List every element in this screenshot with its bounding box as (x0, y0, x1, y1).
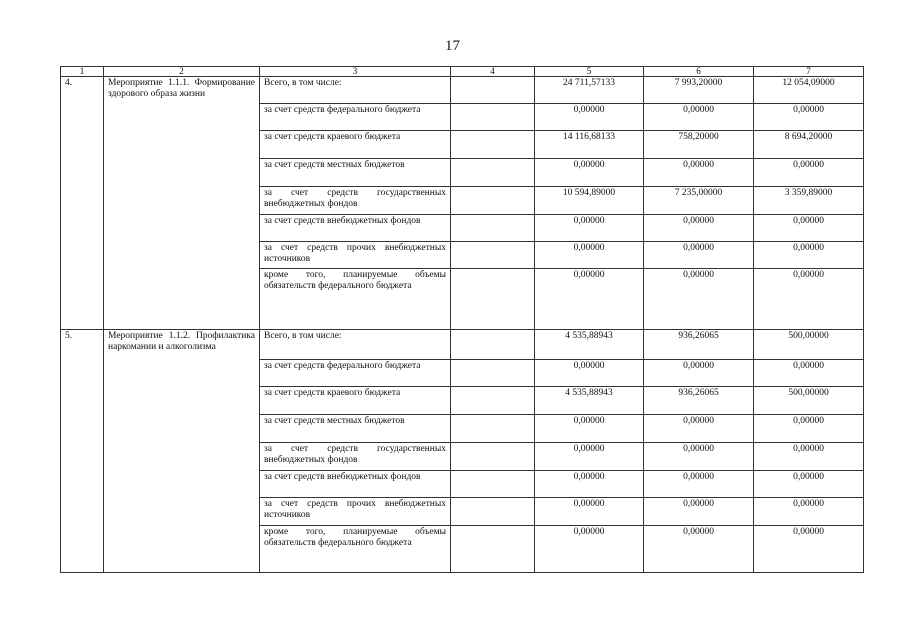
column-number: 2 (104, 67, 260, 77)
budget-table-body (61, 67, 864, 573)
value-col5: 0,00000 (535, 360, 644, 387)
funding-source: кроме того, планируемые объемы обязательств федерального бюджета (260, 526, 451, 573)
funding-source: за счет средств краевого бюджета (260, 387, 451, 415)
value-col7: 500,00000 (754, 387, 864, 415)
value-col4 (451, 471, 535, 498)
value-col5: 10 594,89000 (535, 187, 644, 215)
value-col6: 0,00000 (644, 471, 754, 498)
column-number: 6 (644, 67, 754, 77)
value-col6: 0,00000 (644, 215, 754, 242)
value-col7: 0,00000 (754, 471, 864, 498)
column-number: 5 (535, 67, 644, 77)
value-col4 (451, 131, 535, 159)
funding-source: за счет средств федерального бюджета (260, 360, 451, 387)
value-col7: 0,00000 (754, 215, 864, 242)
value-col6: 0,00000 (644, 498, 754, 526)
value-col5: 0,00000 (535, 159, 644, 187)
value-col4 (451, 77, 535, 104)
funding-source: кроме того, планируемые объемы обязательств федерального бюджета (260, 269, 451, 330)
value-col5: 14 116,68133 (535, 131, 644, 159)
value-col6: 758,20000 (644, 131, 754, 159)
column-number: 1 (61, 67, 104, 77)
value-col6: 0,00000 (644, 159, 754, 187)
value-col6: 7 235,00000 (644, 187, 754, 215)
value-col4 (451, 443, 535, 471)
value-col5: 4 535,88943 (535, 330, 644, 360)
value-col4 (451, 330, 535, 360)
value-col6: 0,00000 (644, 526, 754, 573)
column-number: 3 (260, 67, 451, 77)
funding-source: за счет средств внебюджетных фондов (260, 471, 451, 498)
value-col5: 0,00000 (535, 242, 644, 269)
value-col5: 0,00000 (535, 526, 644, 573)
value-col7: 0,00000 (754, 443, 864, 471)
value-col5: 0,00000 (535, 443, 644, 471)
funding-source: за счет средств прочих внебюджетных источников (260, 498, 451, 526)
value-col4 (451, 269, 535, 330)
event-name: Мероприятие 1.1.1. Формирование здорового образа жизни (104, 77, 260, 330)
value-col4 (451, 242, 535, 269)
row-index: 4. (61, 77, 104, 330)
value-col5: 0,00000 (535, 471, 644, 498)
table-row (61, 330, 864, 360)
funding-source: за счет средств внебюджетных фондов (260, 215, 451, 242)
row-index: 5. (61, 330, 104, 573)
value-col7: 0,00000 (754, 104, 864, 131)
value-col7: 0,00000 (754, 242, 864, 269)
value-col4 (451, 187, 535, 215)
value-col7: 0,00000 (754, 498, 864, 526)
value-col5: 0,00000 (535, 498, 644, 526)
value-col6: 936,26065 (644, 387, 754, 415)
value-col5: 0,00000 (535, 104, 644, 131)
value-col4 (451, 104, 535, 131)
funding-source: за счет средств федерального бюджета (260, 104, 451, 131)
value-col6: 0,00000 (644, 104, 754, 131)
value-col5: 24 711,57133 (535, 77, 644, 104)
funding-source: за счет средств государственных внебюджетных фондов (260, 443, 451, 471)
column-number: 4 (451, 67, 535, 77)
funding-source: за счет средств государственных внебюджетных фондов (260, 187, 451, 215)
funding-source: за счет средств прочих внебюджетных источников (260, 242, 451, 269)
value-col7: 0,00000 (754, 360, 864, 387)
value-col6: 0,00000 (644, 242, 754, 269)
funding-source: за счет средств краевого бюджета (260, 131, 451, 159)
budget-table (60, 66, 864, 573)
value-col7: 500,00000 (754, 330, 864, 360)
value-col7: 0,00000 (754, 526, 864, 573)
value-col7: 0,00000 (754, 415, 864, 443)
value-col7: 8 694,20000 (754, 131, 864, 159)
value-col6: 0,00000 (644, 269, 754, 330)
value-col4 (451, 526, 535, 573)
funding-source: Всего, в том числе: (260, 330, 451, 360)
value-col6: 7 993,20000 (644, 77, 754, 104)
event-name: Мероприятие 1.1.2. Профилактика наркомании и алкоголизма (104, 330, 260, 573)
value-col4 (451, 387, 535, 415)
page-number: 17 (445, 38, 460, 54)
column-number-row (61, 67, 864, 77)
table-row (61, 77, 864, 104)
value-col5: 4 535,88943 (535, 387, 644, 415)
value-col7: 0,00000 (754, 159, 864, 187)
funding-source: за счет средств местных бюджетов (260, 415, 451, 443)
funding-source: за счет средств местных бюджетов (260, 159, 451, 187)
value-col5: 0,00000 (535, 415, 644, 443)
value-col5: 0,00000 (535, 269, 644, 330)
value-col5: 0,00000 (535, 215, 644, 242)
value-col4 (451, 415, 535, 443)
value-col4 (451, 159, 535, 187)
column-number: 7 (754, 67, 864, 77)
value-col7: 12 054,09000 (754, 77, 864, 104)
value-col6: 0,00000 (644, 360, 754, 387)
value-col4 (451, 360, 535, 387)
value-col6: 0,00000 (644, 443, 754, 471)
funding-source: Всего, в том числе: (260, 77, 451, 104)
value-col6: 0,00000 (644, 415, 754, 443)
value-col4 (451, 498, 535, 526)
value-col7: 0,00000 (754, 269, 864, 330)
value-col7: 3 359,89000 (754, 187, 864, 215)
value-col4 (451, 215, 535, 242)
value-col6: 936,26065 (644, 330, 754, 360)
